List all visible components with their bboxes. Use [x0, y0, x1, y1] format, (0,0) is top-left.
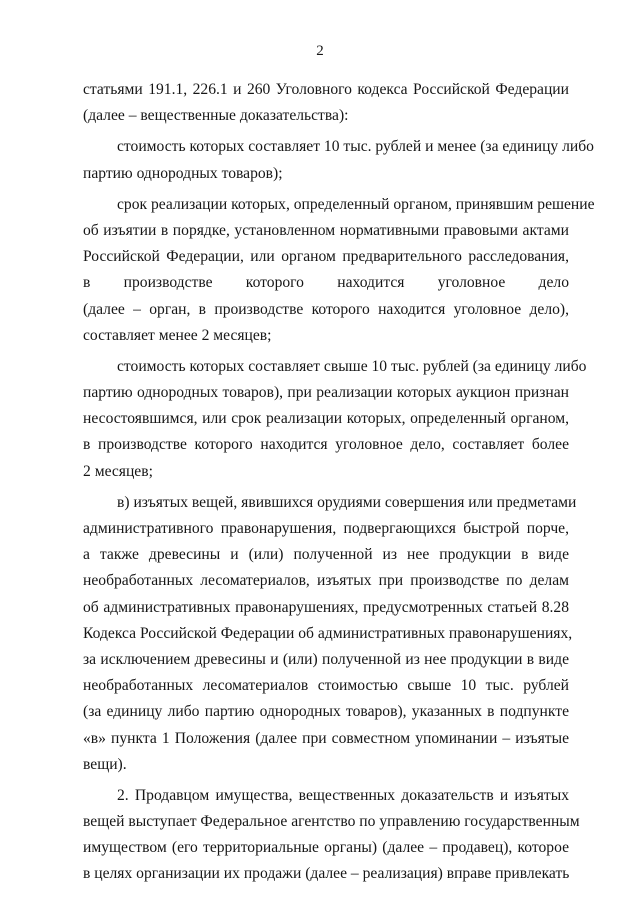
text-line: 2 месяцев;	[83, 462, 153, 480]
text-line: в производстве которого находится уголовное дело	[83, 274, 569, 292]
text-line: вещей выступает Федеральное агентство по управлению государственным	[83, 813, 580, 831]
text-line: вещи).	[83, 755, 127, 773]
text-line: об административных правонарушениях, предусмотренных статьей 8.28	[83, 598, 569, 616]
text-line: несостоявшимся, или срок реализации которых, определенный органом,	[83, 410, 569, 428]
text-line: стоимость которых составляет свыше 10 тыс. рублей (за единицу либо	[117, 357, 587, 375]
text-line: стоимость которых составляет 10 тыс. рублей и менее (за единицу либо	[117, 138, 594, 156]
text-line: (за единицу либо партию однородных товаров), указанных в подпункте	[83, 703, 569, 721]
page-number: 2	[316, 43, 324, 59]
text-line: партию однородных товаров);	[83, 164, 283, 182]
text-line: Кодекса Российской Федерации об административных правонарушениях,	[83, 624, 573, 642]
text-line: об изъятии в порядке, установленном нормативными правовыми актами	[83, 221, 569, 239]
text-line: за исключением древесины и (или) полученной из нее продукции в виде	[83, 650, 569, 668]
text-line: имуществом (его территориальные органы) (далее – продавец), которое	[83, 839, 569, 857]
text-line: (далее – вещественные доказательства):	[83, 107, 349, 125]
document-body	[83, 77, 595, 888]
text-line: статьями 191.1, 226.1 и 260 Уголовного кодекса Российской Федерации	[83, 81, 569, 98]
text-line: партию однородных товаров), при реализации которых аукцион признан	[83, 384, 569, 402]
text-line: (далее – орган, в производстве которого находится уголовное дело),	[83, 300, 569, 318]
text-line: срок реализации которых, определенный органом, принявшим решение	[117, 195, 595, 213]
item-cost-under-10k	[83, 134, 594, 186]
item-short-term	[83, 192, 595, 349]
item-v-seized-things	[83, 490, 577, 778]
item-2-seller	[83, 783, 580, 888]
text-line: 2. Продавцом имущества, вещественных доказательств и изъятых	[117, 786, 569, 804]
text-line: в) изъятых вещей, явившихся орудиями совершения или предметами	[117, 493, 577, 511]
text-line: в целях организации их продажи (далее – реализация) вправе привлекать	[83, 865, 570, 883]
text-line: необработанных лесоматериалов стоимостью свыше 10 тыс. рублей	[83, 677, 569, 695]
text-line: в производстве которого находится уголовное дело, составляет более	[83, 436, 569, 454]
intro-paragraph	[83, 77, 569, 129]
text-line: а также древесины и (или) полученной из нее продукции в виде	[83, 546, 569, 564]
text-line: «в» пункта 1 Положения (далее при совместном упоминании – изъятые	[83, 729, 569, 747]
text-line: Российской Федерации, или органом предварительного расследования,	[83, 248, 569, 266]
text-line: административного правонарушения, подвергающихся быстрой порче,	[83, 520, 569, 537]
item-cost-over-10k	[83, 354, 587, 485]
text-line: необработанных лесоматериалов, изъятых при производстве по делам	[83, 572, 569, 590]
text-line: составляет менее 2 месяцев;	[83, 326, 272, 344]
